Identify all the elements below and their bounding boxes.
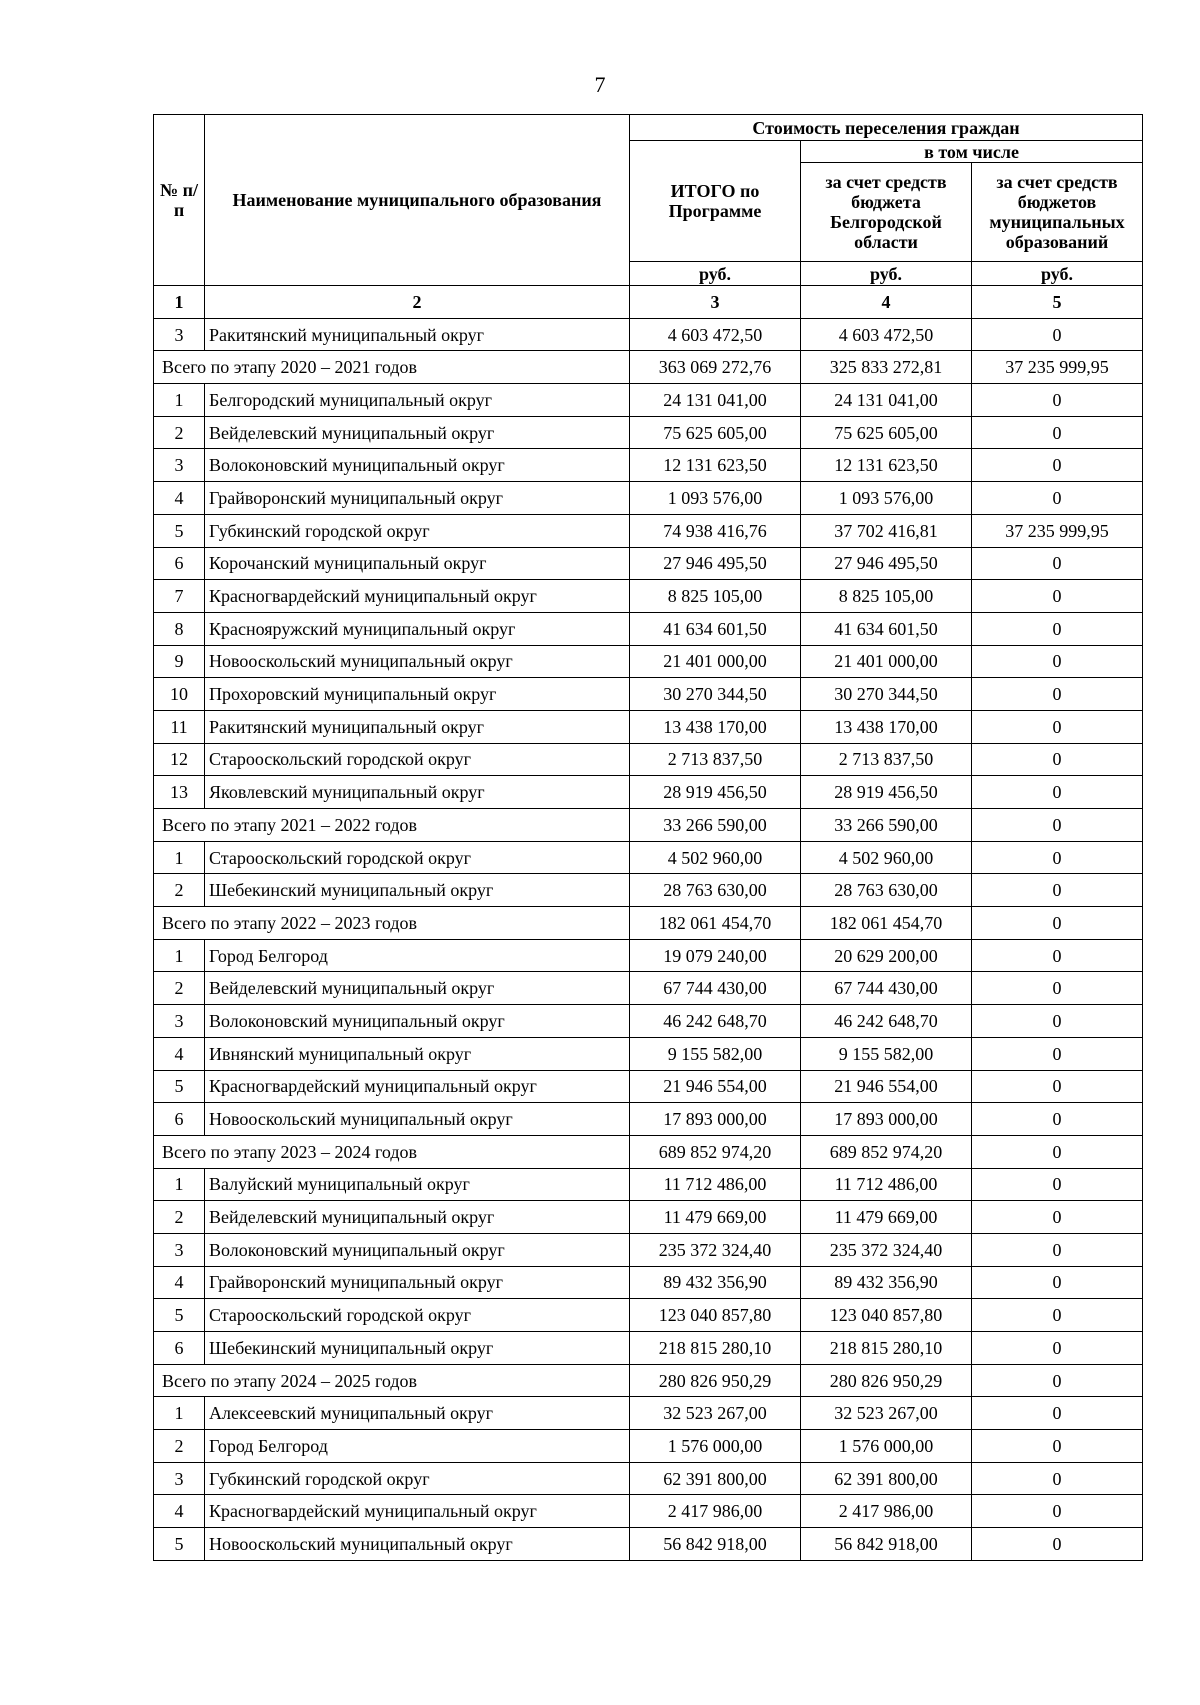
- municipal-budget-cost: 0: [972, 384, 1143, 417]
- region-budget-cost: 21 946 554,00: [801, 1070, 972, 1103]
- table-row: [154, 678, 1143, 711]
- municipality-name: Губкинский городской округ: [205, 514, 630, 547]
- municipal-budget-cost: 0: [972, 580, 1143, 613]
- row-number: 2: [154, 1430, 205, 1463]
- region-budget-cost: 2 713 837,50: [801, 743, 972, 776]
- table-row: [154, 547, 1143, 580]
- total-cost: 11 712 486,00: [630, 1168, 801, 1201]
- municipal-budget-cost: 0: [972, 1430, 1143, 1463]
- total-cost: 280 826 950,29: [630, 1364, 801, 1397]
- resettlement-cost-table: [153, 114, 1143, 1561]
- table-row: [154, 972, 1143, 1005]
- region-budget-cost: 17 893 000,00: [801, 1103, 972, 1136]
- municipality-name: Грайворонский муниципальный округ: [205, 482, 630, 515]
- region-budget-cost: 24 131 041,00: [801, 384, 972, 417]
- row-number: 8: [154, 612, 205, 645]
- region-budget-cost: 75 625 605,00: [801, 416, 972, 449]
- row-number: 5: [154, 1070, 205, 1103]
- total-cost: 89 432 356,90: [630, 1266, 801, 1299]
- row-number: 3: [154, 449, 205, 482]
- region-budget-cost: 13 438 170,00: [801, 710, 972, 743]
- header-col-region: за счет средств бюджета Белгородской области: [801, 163, 972, 262]
- municipality-name: Белгородский муниципальный округ: [205, 384, 630, 417]
- municipal-budget-cost: 0: [972, 939, 1143, 972]
- table-row: [154, 1299, 1143, 1332]
- region-budget-cost: 1 576 000,00: [801, 1430, 972, 1463]
- total-cost: 218 815 280,10: [630, 1332, 801, 1365]
- total-cost: 8 825 105,00: [630, 580, 801, 613]
- municipality-name: Прохоровский муниципальный округ: [205, 678, 630, 711]
- row-number: 13: [154, 776, 205, 809]
- municipality-name: Шебекинский муниципальный округ: [205, 1332, 630, 1365]
- region-budget-cost: 4 502 960,00: [801, 841, 972, 874]
- municipal-budget-cost: 0: [972, 1103, 1143, 1136]
- municipality-name: Ракитянский муниципальный округ: [205, 318, 630, 351]
- column-number: 4: [801, 286, 972, 319]
- municipality-name: Краснояружский муниципальный округ: [205, 612, 630, 645]
- municipal-budget-cost: 0: [972, 678, 1143, 711]
- region-budget-cost: 27 946 495,50: [801, 547, 972, 580]
- region-budget-cost: 33 266 590,00: [801, 809, 972, 842]
- total-cost: 689 852 974,20: [630, 1135, 801, 1168]
- total-cost: 123 040 857,80: [630, 1299, 801, 1332]
- region-budget-cost: 30 270 344,50: [801, 678, 972, 711]
- row-number: 3: [154, 1233, 205, 1266]
- table-row: [154, 580, 1143, 613]
- municipal-budget-cost: 0: [972, 809, 1143, 842]
- stage-total-label: Всего по этапу 2022 – 2023 годов: [154, 907, 630, 940]
- table-row: [154, 514, 1143, 547]
- region-budget-cost: 11 712 486,00: [801, 1168, 972, 1201]
- region-budget-cost: 12 131 623,50: [801, 449, 972, 482]
- region-budget-cost: 4 603 472,50: [801, 318, 972, 351]
- total-cost: 11 479 669,00: [630, 1201, 801, 1234]
- row-number: 1: [154, 384, 205, 417]
- municipal-budget-cost: 0: [972, 1528, 1143, 1561]
- table-row: [154, 1005, 1143, 1038]
- total-cost: 28 763 630,00: [630, 874, 801, 907]
- municipal-budget-cost: 0: [972, 416, 1143, 449]
- table-row: [154, 1462, 1143, 1495]
- total-cost: 30 270 344,50: [630, 678, 801, 711]
- total-cost: 67 744 430,00: [630, 972, 801, 1005]
- total-cost: 56 842 918,00: [630, 1528, 801, 1561]
- municipal-budget-cost: 0: [972, 1233, 1143, 1266]
- municipal-budget-cost: 37 235 999,95: [972, 514, 1143, 547]
- municipal-budget-cost: 0: [972, 907, 1143, 940]
- region-budget-cost: 28 919 456,50: [801, 776, 972, 809]
- table-row: [154, 874, 1143, 907]
- table-row: [154, 612, 1143, 645]
- municipal-budget-cost: 0: [972, 1495, 1143, 1528]
- table-row: [154, 645, 1143, 678]
- municipality-name: Вейделевский муниципальный округ: [205, 1201, 630, 1234]
- total-cost: 1 576 000,00: [630, 1430, 801, 1463]
- stage-total-label: Всего по этапу 2023 – 2024 годов: [154, 1135, 630, 1168]
- stage-total-row: [154, 1364, 1143, 1397]
- table-row: [154, 939, 1143, 972]
- row-number: 6: [154, 1332, 205, 1365]
- row-number: 4: [154, 1495, 205, 1528]
- table-row: [154, 416, 1143, 449]
- municipality-name: Новооскольский муниципальный округ: [205, 1103, 630, 1136]
- total-cost: 21 946 554,00: [630, 1070, 801, 1103]
- region-budget-cost: 9 155 582,00: [801, 1037, 972, 1070]
- total-cost: 19 079 240,00: [630, 939, 801, 972]
- header-col-name: Наименование муниципального образования: [205, 115, 630, 286]
- total-cost: 13 438 170,00: [630, 710, 801, 743]
- row-number: 4: [154, 1266, 205, 1299]
- table-row: [154, 1397, 1143, 1430]
- column-number: 3: [630, 286, 801, 319]
- stage-total-row: [154, 1135, 1143, 1168]
- column-number: 2: [205, 286, 630, 319]
- municipality-name: Новооскольский муниципальный округ: [205, 1528, 630, 1561]
- region-budget-cost: 123 040 857,80: [801, 1299, 972, 1332]
- table-row: [154, 743, 1143, 776]
- row-number: 3: [154, 1462, 205, 1495]
- municipality-name: Губкинский городской округ: [205, 1462, 630, 1495]
- header-col-municipal: за счет средств бюджетов муниципальных образований: [972, 163, 1143, 262]
- table-row: [154, 1201, 1143, 1234]
- municipal-budget-cost: 0: [972, 482, 1143, 515]
- region-budget-cost: 182 061 454,70: [801, 907, 972, 940]
- municipal-budget-cost: 37 235 999,95: [972, 351, 1143, 384]
- row-number: 10: [154, 678, 205, 711]
- table-row: [154, 841, 1143, 874]
- region-budget-cost: 89 432 356,90: [801, 1266, 972, 1299]
- region-budget-cost: 2 417 986,00: [801, 1495, 972, 1528]
- row-number: 2: [154, 1201, 205, 1234]
- total-cost: 363 069 272,76: [630, 351, 801, 384]
- municipal-budget-cost: 0: [972, 743, 1143, 776]
- row-number: 5: [154, 1299, 205, 1332]
- stage-total-row: [154, 809, 1143, 842]
- table-row: [154, 1332, 1143, 1365]
- total-cost: 182 061 454,70: [630, 907, 801, 940]
- region-budget-cost: 37 702 416,81: [801, 514, 972, 547]
- region-budget-cost: 20 629 200,00: [801, 939, 972, 972]
- table-row: [154, 1528, 1143, 1561]
- municipality-name: Волоконовский муниципальный округ: [205, 449, 630, 482]
- row-number: 6: [154, 547, 205, 580]
- total-cost: 41 634 601,50: [630, 612, 801, 645]
- header-col-num: № п/п: [154, 115, 205, 286]
- municipality-name: Ивнянский муниципальный округ: [205, 1037, 630, 1070]
- total-cost: 46 242 648,70: [630, 1005, 801, 1038]
- total-cost: 9 155 582,00: [630, 1037, 801, 1070]
- municipality-name: Ракитянский муниципальный округ: [205, 710, 630, 743]
- region-budget-cost: 1 093 576,00: [801, 482, 972, 515]
- row-number: 4: [154, 482, 205, 515]
- header-including: в том числе: [801, 141, 1143, 163]
- municipality-name: Волоконовский муниципальный округ: [205, 1005, 630, 1038]
- total-cost: 2 417 986,00: [630, 1495, 801, 1528]
- municipal-budget-cost: 0: [972, 1037, 1143, 1070]
- municipal-budget-cost: 0: [972, 841, 1143, 874]
- municipal-budget-cost: 0: [972, 972, 1143, 1005]
- region-budget-cost: 41 634 601,50: [801, 612, 972, 645]
- region-budget-cost: 8 825 105,00: [801, 580, 972, 613]
- municipality-name: Корочанский муниципальный округ: [205, 547, 630, 580]
- municipal-budget-cost: 0: [972, 1168, 1143, 1201]
- region-budget-cost: 11 479 669,00: [801, 1201, 972, 1234]
- total-cost: 74 938 416,76: [630, 514, 801, 547]
- table-row: [154, 384, 1143, 417]
- municipality-name: Город Белгород: [205, 939, 630, 972]
- table-row: [154, 1168, 1143, 1201]
- table-row: [154, 1266, 1143, 1299]
- municipality-name: Волоконовский муниципальный округ: [205, 1233, 630, 1266]
- row-number: 7: [154, 580, 205, 613]
- municipal-budget-cost: 0: [972, 1005, 1143, 1038]
- region-budget-cost: 62 391 800,00: [801, 1462, 972, 1495]
- table-row: [154, 1495, 1143, 1528]
- column-number: 1: [154, 286, 205, 319]
- municipality-name: Старооскольский городской округ: [205, 841, 630, 874]
- header-unit: руб.: [801, 262, 972, 286]
- total-cost: 32 523 267,00: [630, 1397, 801, 1430]
- table-row: [154, 449, 1143, 482]
- municipality-name: Валуйский муниципальный округ: [205, 1168, 630, 1201]
- region-budget-cost: 689 852 974,20: [801, 1135, 972, 1168]
- row-number: 2: [154, 416, 205, 449]
- stage-total-row: [154, 351, 1143, 384]
- total-cost: 62 391 800,00: [630, 1462, 801, 1495]
- region-budget-cost: 325 833 272,81: [801, 351, 972, 384]
- municipal-budget-cost: 0: [972, 645, 1143, 678]
- municipality-name: Алексеевский муниципальный округ: [205, 1397, 630, 1430]
- region-budget-cost: 56 842 918,00: [801, 1528, 972, 1561]
- table-row: [154, 1103, 1143, 1136]
- municipality-name: Старооскольский городской округ: [205, 1299, 630, 1332]
- column-number-row: [154, 286, 1143, 319]
- municipality-name: Город Белгород: [205, 1430, 630, 1463]
- total-cost: 1 093 576,00: [630, 482, 801, 515]
- municipal-budget-cost: 0: [972, 1462, 1143, 1495]
- municipal-budget-cost: 0: [972, 449, 1143, 482]
- municipal-budget-cost: 0: [972, 1070, 1143, 1103]
- municipal-budget-cost: 0: [972, 318, 1143, 351]
- row-number: 3: [154, 318, 205, 351]
- table-row: [154, 710, 1143, 743]
- region-budget-cost: 28 763 630,00: [801, 874, 972, 907]
- total-cost: 4 603 472,50: [630, 318, 801, 351]
- row-number: 2: [154, 874, 205, 907]
- total-cost: 28 919 456,50: [630, 776, 801, 809]
- row-number: 5: [154, 514, 205, 547]
- page-number: 7: [594, 72, 606, 97]
- total-cost: 21 401 000,00: [630, 645, 801, 678]
- region-budget-cost: 280 826 950,29: [801, 1364, 972, 1397]
- municipal-budget-cost: 0: [972, 612, 1143, 645]
- row-number: 12: [154, 743, 205, 776]
- municipal-budget-cost: 0: [972, 547, 1143, 580]
- total-cost: 4 502 960,00: [630, 841, 801, 874]
- municipal-budget-cost: 0: [972, 874, 1143, 907]
- region-budget-cost: 32 523 267,00: [801, 1397, 972, 1430]
- stage-total-label: Всего по этапу 2021 – 2022 годов: [154, 809, 630, 842]
- municipality-name: Новооскольский муниципальный округ: [205, 645, 630, 678]
- column-number: 5: [972, 286, 1143, 319]
- row-number: 9: [154, 645, 205, 678]
- total-cost: 17 893 000,00: [630, 1103, 801, 1136]
- row-number: 1: [154, 841, 205, 874]
- municipal-budget-cost: 0: [972, 1266, 1143, 1299]
- municipality-name: Красногвардейский муниципальный округ: [205, 580, 630, 613]
- total-cost: 2 713 837,50: [630, 743, 801, 776]
- municipality-name: Красногвардейский муниципальный округ: [205, 1495, 630, 1528]
- region-budget-cost: 218 815 280,10: [801, 1332, 972, 1365]
- municipality-name: Яковлевский муниципальный округ: [205, 776, 630, 809]
- stage-total-label: Всего по этапу 2020 – 2021 годов: [154, 351, 630, 384]
- table-row: [154, 776, 1143, 809]
- municipality-name: Красногвардейский муниципальный округ: [205, 1070, 630, 1103]
- municipal-budget-cost: 0: [972, 710, 1143, 743]
- region-budget-cost: 46 242 648,70: [801, 1005, 972, 1038]
- table-row: [154, 1233, 1143, 1266]
- region-budget-cost: 21 401 000,00: [801, 645, 972, 678]
- total-cost: 24 131 041,00: [630, 384, 801, 417]
- table-row: [154, 318, 1143, 351]
- municipal-budget-cost: 0: [972, 1332, 1143, 1365]
- municipal-budget-cost: 0: [972, 1364, 1143, 1397]
- row-number: 4: [154, 1037, 205, 1070]
- row-number: 2: [154, 972, 205, 1005]
- total-cost: 33 266 590,00: [630, 809, 801, 842]
- header-unit: руб.: [630, 262, 801, 286]
- row-number: 3: [154, 1005, 205, 1038]
- header-unit: руб.: [972, 262, 1143, 286]
- municipality-name: Вейделевский муниципальный округ: [205, 972, 630, 1005]
- header-col-total: ИТОГО по Программе: [630, 141, 801, 262]
- stage-total-label: Всего по этапу 2024 – 2025 годов: [154, 1364, 630, 1397]
- municipal-budget-cost: 0: [972, 776, 1143, 809]
- total-cost: 235 372 324,40: [630, 1233, 801, 1266]
- region-budget-cost: 67 744 430,00: [801, 972, 972, 1005]
- municipality-name: Шебекинский муниципальный округ: [205, 874, 630, 907]
- table-row: [154, 1037, 1143, 1070]
- municipality-name: Грайворонский муниципальный округ: [205, 1266, 630, 1299]
- municipality-name: Старооскольский городской округ: [205, 743, 630, 776]
- municipal-budget-cost: 0: [972, 1299, 1143, 1332]
- municipality-name: Вейделевский муниципальный округ: [205, 416, 630, 449]
- municipal-budget-cost: 0: [972, 1135, 1143, 1168]
- table-row: [154, 482, 1143, 515]
- total-cost: 27 946 495,50: [630, 547, 801, 580]
- municipal-budget-cost: 0: [972, 1397, 1143, 1430]
- stage-total-row: [154, 907, 1143, 940]
- total-cost: 12 131 623,50: [630, 449, 801, 482]
- row-number: 11: [154, 710, 205, 743]
- header-cost-group: Стоимость переселения граждан: [630, 115, 1143, 141]
- region-budget-cost: 235 372 324,40: [801, 1233, 972, 1266]
- row-number: 6: [154, 1103, 205, 1136]
- row-number: 1: [154, 939, 205, 972]
- total-cost: 75 625 605,00: [630, 416, 801, 449]
- table-row: [154, 1430, 1143, 1463]
- municipal-budget-cost: 0: [972, 1201, 1143, 1234]
- table-row: [154, 1070, 1143, 1103]
- row-number: 5: [154, 1528, 205, 1561]
- row-number: 1: [154, 1168, 205, 1201]
- row-number: 1: [154, 1397, 205, 1430]
